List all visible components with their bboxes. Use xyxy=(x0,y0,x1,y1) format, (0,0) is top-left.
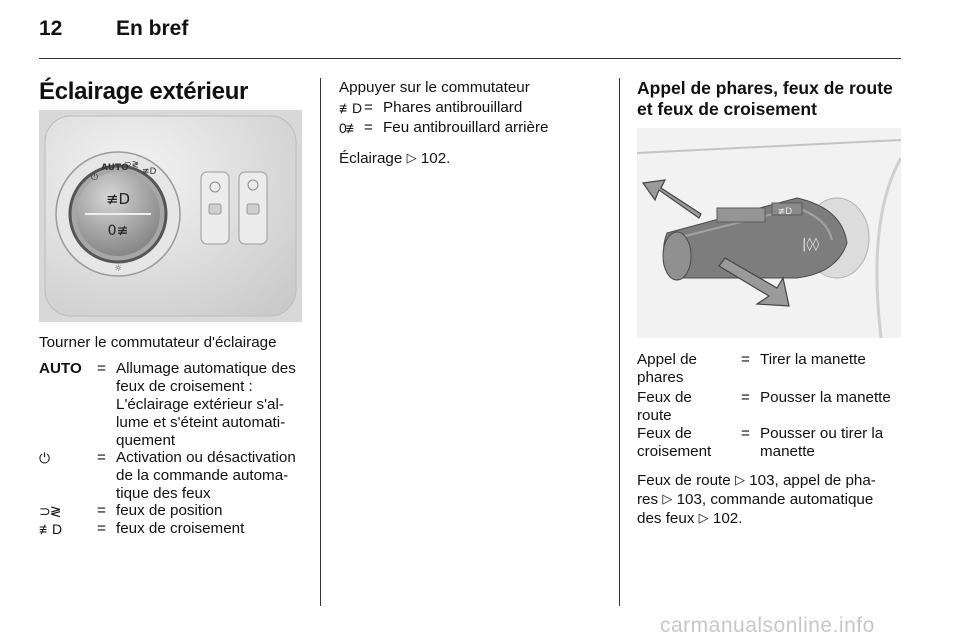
caption-turn-switch: Tourner le commutateur d'éclairage xyxy=(39,334,277,351)
low-beam-icon: ≢D xyxy=(142,167,157,177)
stalk-figure xyxy=(637,128,901,338)
power-icon: ⏻ xyxy=(91,173,99,183)
fog-rear-icon: 0≢ xyxy=(339,120,359,136)
svg-text:≢D: ≢D xyxy=(777,207,793,217)
light-switch-figure xyxy=(39,110,302,322)
fog-rear-icon: 0≢ xyxy=(107,223,129,239)
page-ref-arrow-icon: ▷ xyxy=(698,510,709,525)
section-title: En bref xyxy=(116,17,189,40)
svg-text:☼: ☼ xyxy=(113,264,123,274)
heading-headlight-flash: Appel de phares, feux de route et feux de croisement xyxy=(637,78,893,119)
auto-label: AUTO xyxy=(101,163,129,173)
svg-text:|◊◊: |◊◊ xyxy=(802,237,820,252)
position-lights-icon: ⊃≷ xyxy=(124,160,140,170)
fog-front-icon: ≢D xyxy=(339,100,362,116)
column-divider-2 xyxy=(619,78,620,606)
position-lights-icon: ⊃≷ xyxy=(39,503,61,519)
page-ref-arrow-icon: ▷ xyxy=(406,150,417,165)
fog-front-icon: ≢D xyxy=(105,190,131,208)
press-switch-intro: Appuyer sur le commutateur xyxy=(339,79,530,96)
heading-exterior-lighting: Éclairage extérieur xyxy=(39,78,249,105)
page-ref-arrow-icon: ▷ xyxy=(734,472,745,487)
page-ref-arrow-icon: ▷ xyxy=(662,491,673,506)
column-divider-1 xyxy=(320,78,321,606)
low-beam-icon: ≢D xyxy=(39,521,62,537)
watermark: carmanualsonline.info xyxy=(660,614,875,637)
lighting-reference: Éclairage ▷ 102. xyxy=(339,150,451,167)
header-divider xyxy=(39,58,901,59)
right-references: Feux de route ▷ 103, appel de pha- res ▷ 103, commande automatique des feux ▷ 102. xyxy=(637,472,876,527)
power-icon: ⏻ xyxy=(39,450,50,466)
page-number: 12 xyxy=(39,17,63,40)
